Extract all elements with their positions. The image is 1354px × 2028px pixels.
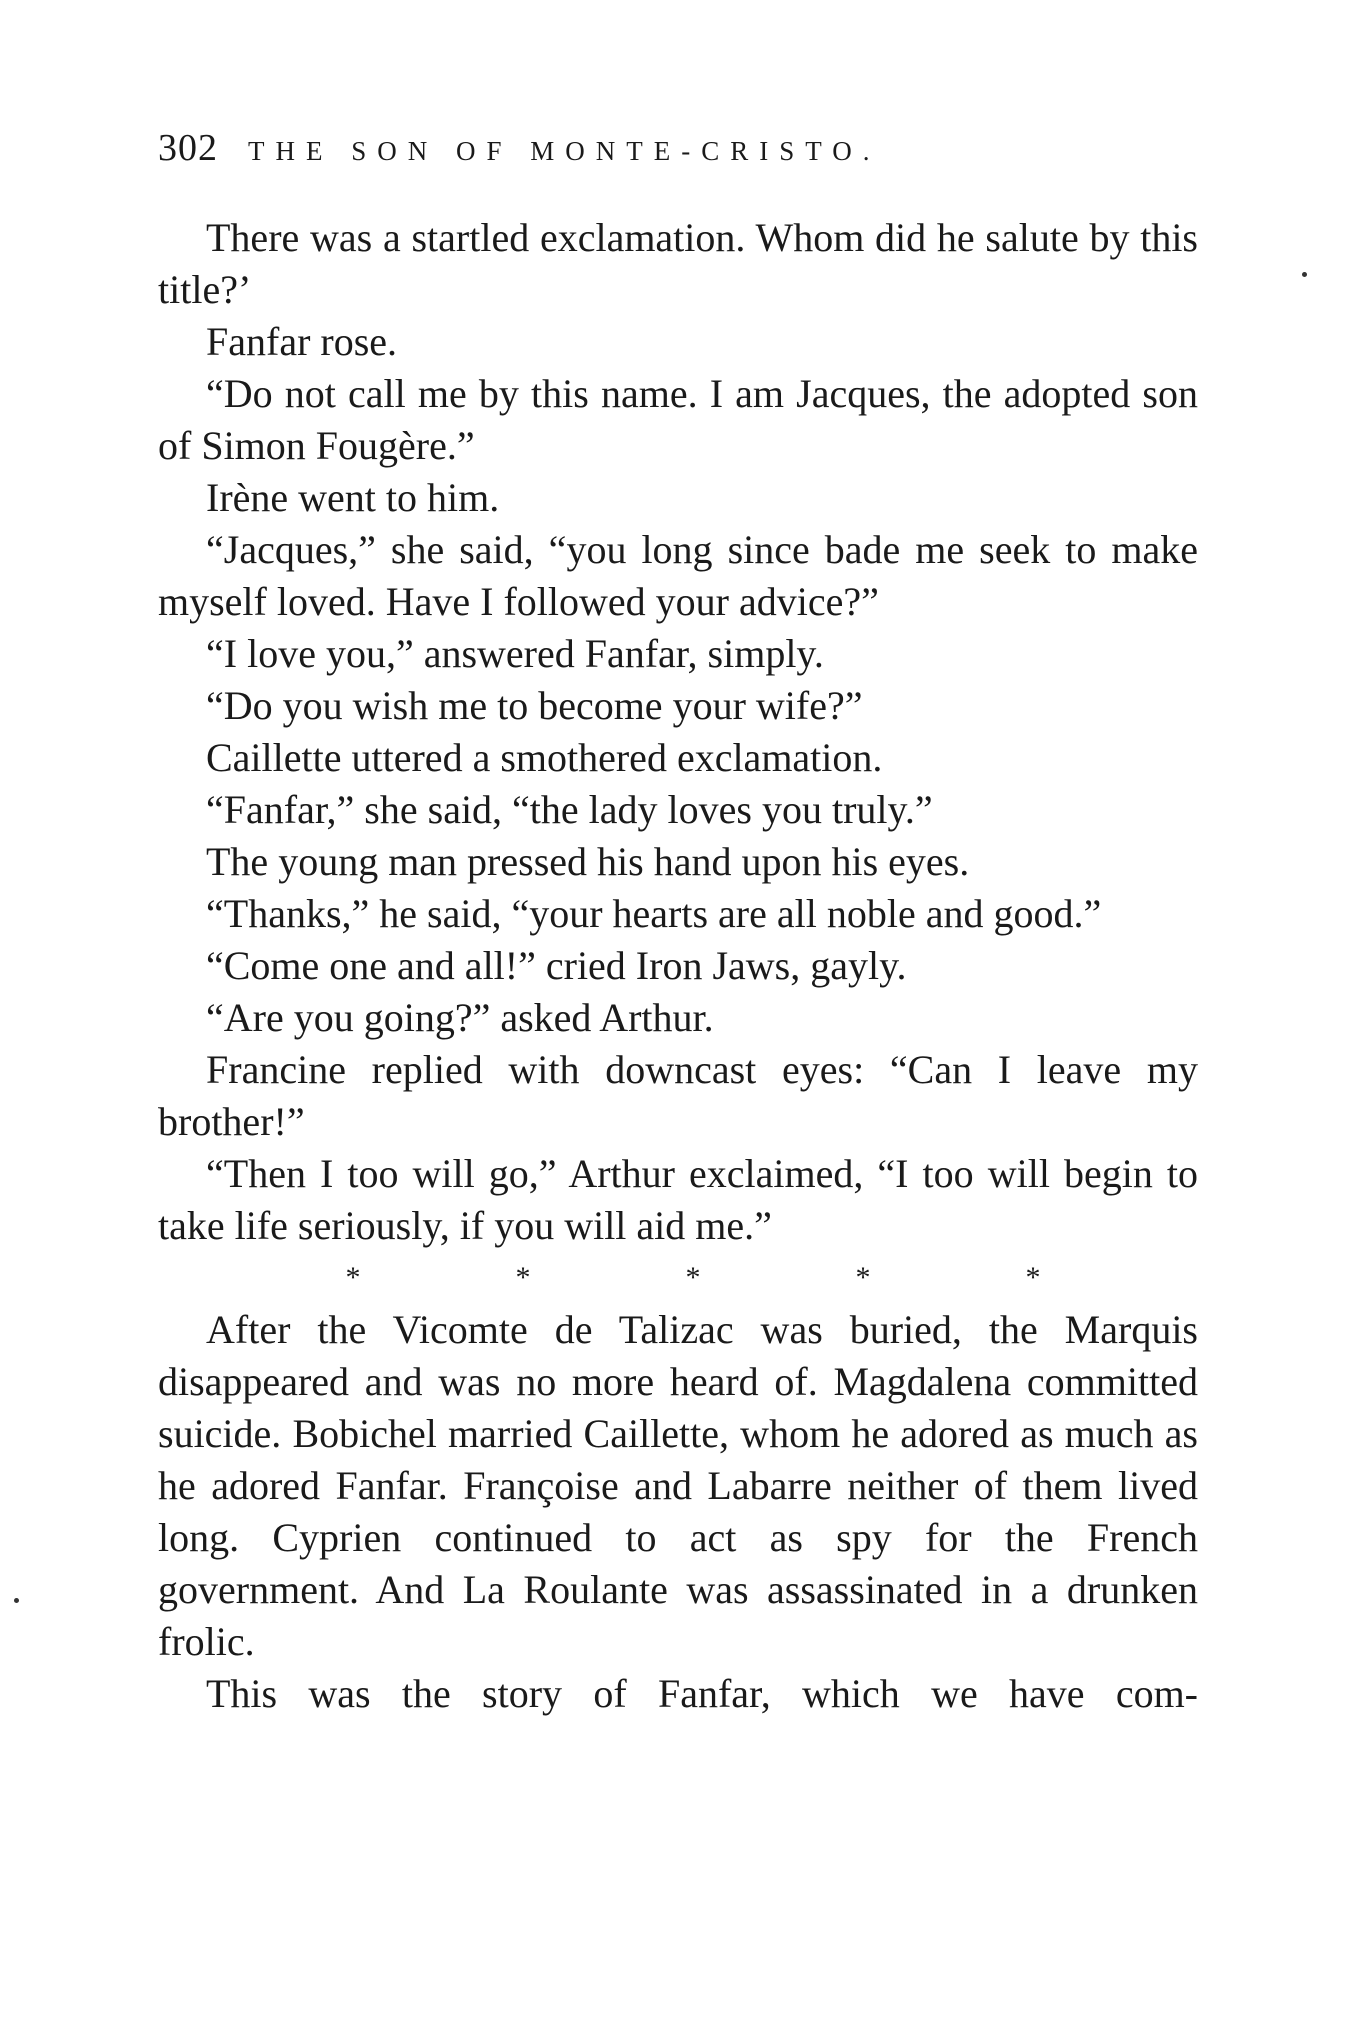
print-speck: [1302, 272, 1307, 277]
paragraph: “Are you going?” asked Arthur.: [206, 995, 714, 1040]
asterisk: *: [515, 1261, 531, 1294]
paragraph: Francine replied with downcast eyes: “Can I leave my brother!”: [158, 1047, 1198, 1144]
paragraph: “Jacques,” she said, “you long since bade me seek to make myself loved. Have I followed your advice?”: [158, 527, 1198, 624]
paragraph: This was the story of Fanfar, which we have com-: [206, 1671, 1198, 1716]
paragraph: Irène went to him.: [206, 475, 500, 520]
paragraph: “I love you,” answered Fanfar, simply.: [206, 631, 824, 676]
paragraph: “Fanfar,” she said, “the lady loves you truly.”: [206, 787, 933, 832]
paragraph: “Thanks,” he said, “your hearts are all noble and good.”: [206, 891, 1102, 936]
paragraph: Caillette uttered a smothered exclamation.: [206, 735, 883, 780]
page-number: 302: [158, 127, 218, 169]
running-title: THE SON OF MONTE-CRISTO.: [248, 136, 881, 166]
paragraph: Fanfar rose.: [206, 319, 398, 364]
paragraph: “Then I too will go,” Arthur exclaimed, “I too will begin to take life seriously, if you will aid me.”: [158, 1151, 1198, 1248]
page-header: [158, 126, 1098, 176]
asterisk: *: [855, 1261, 871, 1294]
paragraph: “Do not call me by this name. I am Jacques, the adopted son of Simon Fougère.”: [158, 371, 1198, 468]
paragraph: The young man pressed his hand upon his eyes.: [206, 839, 970, 884]
asterisk: *: [345, 1261, 361, 1294]
paragraph: After the Vicomte de Talizac was buried, the Marquis disappeared and was no more heard of. Magdalena committed suicide. Bobichel married Caillette, whom he adored as much as he adored Fanfar. Françoise and Labarre neither of them lived long. Cyprien continued to act as spy for the French government. And La Roulante was assassinated in a drunken frolic.: [158, 1307, 1198, 1664]
paragraph: “Come one and all!” cried Iron Jaws, gayly.: [206, 943, 907, 988]
body-text: [158, 212, 1198, 1720]
section-break: [158, 1252, 1198, 1304]
asterisk: *: [685, 1261, 701, 1294]
paragraph: “Do you wish me to become your wife?”: [206, 683, 863, 728]
print-speck: [14, 1598, 19, 1603]
asterisk: *: [1025, 1261, 1041, 1294]
paragraph: There was a startled exclamation. Whom did he salute by this title?’: [158, 215, 1198, 312]
